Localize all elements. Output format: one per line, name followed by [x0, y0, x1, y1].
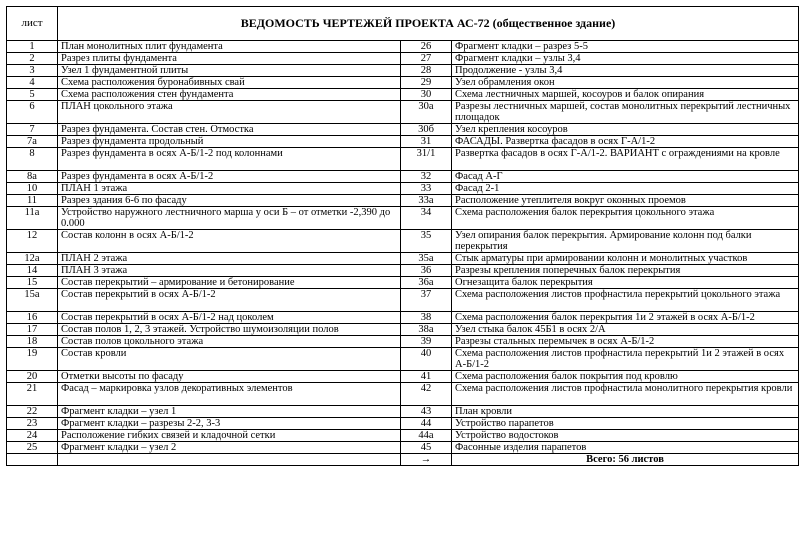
sheet-number-left: 11 — [7, 195, 58, 207]
sheet-title-right: Устройство водостоков — [452, 430, 799, 442]
table-row — [7, 148, 799, 171]
sheet-title-right: Схема расположения листов профнастила монолитного перекрытия кровли — [452, 383, 799, 406]
sheet-number-right: 31/1 — [401, 148, 452, 171]
sheet-number-left: 15а — [7, 289, 58, 312]
table-row — [7, 230, 799, 253]
sheet-title-right: Узел обрамления окон — [452, 77, 799, 89]
sheet-title-right: Схема расположения балок покрытия под кровлю — [452, 371, 799, 383]
table-row — [7, 312, 799, 324]
sheet-title-right: Устройство парапетов — [452, 418, 799, 430]
table-row — [7, 442, 799, 454]
table-row — [7, 289, 799, 312]
table-row — [7, 348, 799, 371]
sheet-title-right: Стык арматуры при армировании колонн и монолитных участков — [452, 253, 799, 265]
sheet-title-right: Узел стыка балок 45Б1 в осях 2/А — [452, 324, 799, 336]
table-row — [7, 171, 799, 183]
sheet-number-right: 32 — [401, 171, 452, 183]
sheet-number-right: 37 — [401, 289, 452, 312]
sheet-title-left: Состав кровли — [58, 348, 401, 371]
sheet-number-right: 29 — [401, 77, 452, 89]
table-row — [7, 53, 799, 65]
sheet-number-right: 40 — [401, 348, 452, 371]
sheet-number-left: 20 — [7, 371, 58, 383]
sheet-title-left: Фрагмент кладки – узел 1 — [58, 406, 401, 418]
sheet-title-left: Разрез фундамента продольный — [58, 136, 401, 148]
sheet-title-left: ПЛАН 1 этажа — [58, 183, 401, 195]
sheet-title-left: Разрез фундамента в осях А-Б/1-2 — [58, 171, 401, 183]
sheet-title-right: Фрагмент кладки – узлы 3,4 — [452, 53, 799, 65]
sheet-number-right: 35 — [401, 230, 452, 253]
sheet-number-left: 1 — [7, 41, 58, 53]
sheet-title-left: Разрез фундамента. Состав стен. Отмостка — [58, 124, 401, 136]
total-sheets: Всего: 56 листов — [452, 454, 799, 466]
sheet-number-right: 30а — [401, 101, 452, 124]
table-row — [7, 383, 799, 406]
sheet-title-right: Фрагмент кладки – разрез 5-5 — [452, 41, 799, 53]
sheet-title-left: Фрагмент кладки – узел 2 — [58, 442, 401, 454]
sheet-number-right: 38а — [401, 324, 452, 336]
table-row — [7, 253, 799, 265]
table-row — [7, 371, 799, 383]
sheet-number-left: 7а — [7, 136, 58, 148]
sheet-title-left: Устройство наружного лестничного марша у оси Б – от отметки -2,390 до 0.000 — [58, 207, 401, 230]
sheet-number-left: 2 — [7, 53, 58, 65]
table-row — [7, 101, 799, 124]
sheet-number-left: 16 — [7, 312, 58, 324]
drawings-list-table — [6, 6, 799, 466]
table-row — [7, 336, 799, 348]
sheet-number-left: 8а — [7, 171, 58, 183]
sheet-number-right: 41 — [401, 371, 452, 383]
sheet-title-right: Схема расположения балок перекрытия цокольного этажа — [452, 207, 799, 230]
sheet-number-right: 43 — [401, 406, 452, 418]
sheet-title-left: Фасад – маркировка узлов декоративных элементов — [58, 383, 401, 406]
sheet-number-right: 44а — [401, 430, 452, 442]
sheet-number-left: 15 — [7, 277, 58, 289]
sheet-title-left: Состав колонн в осях А-Б/1-2 — [58, 230, 401, 253]
sheet-title-left: Разрез фундамента в осях А-Б/1-2 под колоннами — [58, 148, 401, 171]
sheet-title-left: Узел 1 фундаментной плиты — [58, 65, 401, 77]
sheet-number-left: 17 — [7, 324, 58, 336]
sheet-title-left: Расположение гибких связей и кладочной сетки — [58, 430, 401, 442]
sheet-number-left: 22 — [7, 406, 58, 418]
sheet-title-right: Разрезы лестничных маршей, состав монолитных перекрытий лестничных площадок — [452, 101, 799, 124]
sheet-title-right: Узел опирания балок перекрытия. Армирование колонн под балки перекрытия — [452, 230, 799, 253]
sheet-title-left: Схема расположения буронабивных свай — [58, 77, 401, 89]
sheet-title-left: Отметки высоты по фасаду — [58, 371, 401, 383]
sheet-title-right: Продолжение - узлы 3,4 — [452, 65, 799, 77]
sheet-number-left: 8 — [7, 148, 58, 171]
sheet-number-left: 19 — [7, 348, 58, 371]
arrow-symbol: → — [401, 454, 452, 466]
sheet-title-right: Схема расположения балок перекрытия 1и 2 этажей в осях А-Б/1-2 — [452, 312, 799, 324]
sheet-title-right: Схема лестничных маршей, косоуров и балок опирания — [452, 89, 799, 101]
table-row — [7, 430, 799, 442]
sheet-number-left: 3 — [7, 65, 58, 77]
sheet-title-left: Состав перекрытий в осях А-Б/1-2 над цоколем — [58, 312, 401, 324]
sheet-number-left: 25 — [7, 442, 58, 454]
sheet-number-left: 12а — [7, 253, 58, 265]
sheet-title-right: Огнезащита балок перекрытия — [452, 277, 799, 289]
sheet-number-left: 7 — [7, 124, 58, 136]
table-row — [7, 324, 799, 336]
sheet-title-right: Схема расположения листов профнастила перекрытий 1и 2 этажей в осях А-Б/1-2 — [452, 348, 799, 371]
sheet-title-left: Состав перекрытий – армирование и бетонирование — [58, 277, 401, 289]
sheet-title-right: Фасонные изделия парапетов — [452, 442, 799, 454]
table-row — [7, 207, 799, 230]
sheet-number-left: 5 — [7, 89, 58, 101]
table-row — [7, 406, 799, 418]
sheet-number-right: 45 — [401, 442, 452, 454]
sheet-title-left: План монолитных плит фундамента — [58, 41, 401, 53]
table-row — [7, 89, 799, 101]
table-row — [7, 183, 799, 195]
sheet-title-left: Состав полов 1, 2, 3 этажей. Устройство шумоизоляции полов — [58, 324, 401, 336]
table-row — [7, 418, 799, 430]
sheet-number-right: 42 — [401, 383, 452, 406]
sheet-number-header: лист — [7, 7, 58, 41]
sheet-title-right: План кровли — [452, 406, 799, 418]
sheet-number-right: 36 — [401, 265, 452, 277]
sheet-number-right: 26 — [401, 41, 452, 53]
sheet-title-left: ПЛАН 3 этажа — [58, 265, 401, 277]
sheet-number-right: 27 — [401, 53, 452, 65]
sheet-title-left: Разрез здания 6-6 по фасаду — [58, 195, 401, 207]
sheet-number-left: 18 — [7, 336, 58, 348]
sheet-number-left: 4 — [7, 77, 58, 89]
table-body — [7, 41, 799, 454]
table-title: ВЕДОМОСТЬ ЧЕРТЕЖЕЙ ПРОЕКТА АС-72 (общественное здание) — [58, 7, 799, 41]
sheet-number-left: 11а — [7, 207, 58, 230]
sheet-number-right: 39 — [401, 336, 452, 348]
sheet-title-left: Схема расположения стен фундамента — [58, 89, 401, 101]
sheet-title-left: ПЛАН цокольного этажа — [58, 101, 401, 124]
sheet-title-left: Состав полов цокольного этажа — [58, 336, 401, 348]
sheet-title-right: Разрезы крепления поперечных балок перекрытия — [452, 265, 799, 277]
sheet-number-left: 10 — [7, 183, 58, 195]
table-row — [7, 195, 799, 207]
sheet-number-right: 33 — [401, 183, 452, 195]
table-row — [7, 265, 799, 277]
table-row — [7, 136, 799, 148]
sheet-title-left: ПЛАН 2 этажа — [58, 253, 401, 265]
table-row — [7, 65, 799, 77]
sheet-number-right: 30б — [401, 124, 452, 136]
sheet-title-right: Узел крепления косоуров — [452, 124, 799, 136]
sheet-number-right: 36а — [401, 277, 452, 289]
sheet-number-right: 33а — [401, 195, 452, 207]
sheet-number-right: 44 — [401, 418, 452, 430]
table-row — [7, 77, 799, 89]
table-row — [7, 277, 799, 289]
sheet-title-right: Расположение утеплителя вокруг оконных проемов — [452, 195, 799, 207]
sheet-number-left: 6 — [7, 101, 58, 124]
sheet-title-left: Состав перекрытий в осях А-Б/1-2 — [58, 289, 401, 312]
sheet-title-right: Развертка фасадов в осях Г-А/1-2. ВАРИАНТ с ограждениями на кровле — [452, 148, 799, 171]
sheet-number-left: 24 — [7, 430, 58, 442]
sheet-title-left: Разрез плиты фундамента — [58, 53, 401, 65]
sheet-title-right: Фасад А-Г — [452, 171, 799, 183]
sheet-title-right: Схема расположения листов профнастила перекрытий цокольного этажа — [452, 289, 799, 312]
sheet-number-left: 14 — [7, 265, 58, 277]
sheet-title-right: Разрезы стальных перемычек в осях А-Б/1-2 — [452, 336, 799, 348]
sheet-number-left: 12 — [7, 230, 58, 253]
sheet-title-right: Фасад 2-1 — [452, 183, 799, 195]
sheet-number-right: 35а — [401, 253, 452, 265]
sheet-number-right: 34 — [401, 207, 452, 230]
sheet-number-left: 21 — [7, 383, 58, 406]
sheet-number-right: 31 — [401, 136, 452, 148]
sheet-title-left: Фрагмент кладки – разрезы 2-2, 3-3 — [58, 418, 401, 430]
sheet-number-right: 28 — [401, 65, 452, 77]
sheet-number-right: 38 — [401, 312, 452, 324]
table-row — [7, 124, 799, 136]
sheet-number-right: 30 — [401, 89, 452, 101]
sheet-title-right: ФАСАДЫ. Развертка фасадов в осях Г-А/1-2 — [452, 136, 799, 148]
sheet-number-left: 23 — [7, 418, 58, 430]
table-row — [7, 41, 799, 53]
